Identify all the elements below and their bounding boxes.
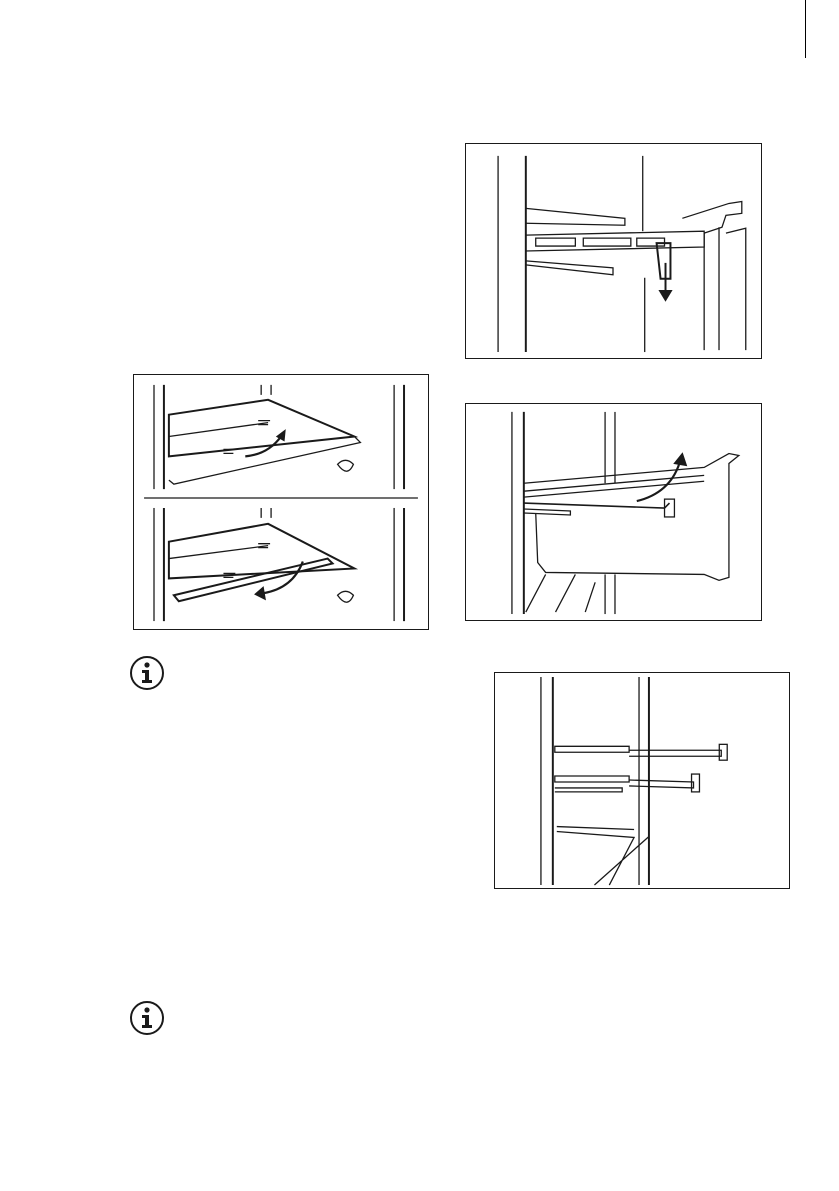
- shelf-rail-illustration: [465, 143, 762, 359]
- page-margin-line: [805, 0, 806, 58]
- info-icon: [129, 1000, 165, 1036]
- door-shelf-illustration: [133, 374, 429, 630]
- info-icon: [129, 655, 165, 691]
- telescopic-runners-illustration: [494, 672, 790, 889]
- drawer-illustration: [465, 403, 762, 621]
